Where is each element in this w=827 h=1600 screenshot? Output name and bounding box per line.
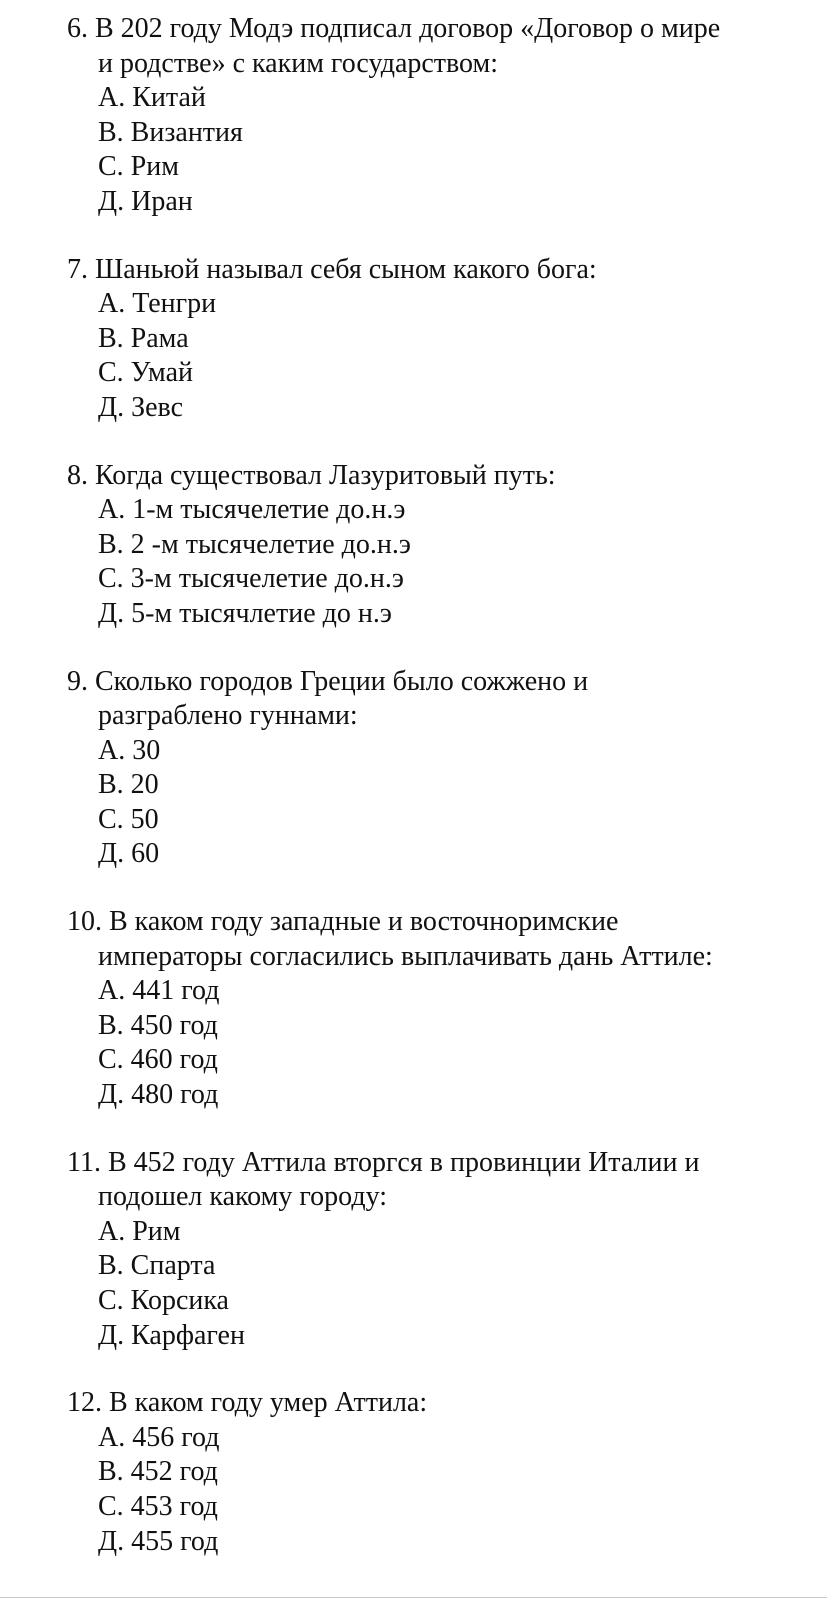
- answer-options: [67, 287, 807, 425]
- question-10: [67, 905, 807, 1113]
- question-6: [67, 12, 807, 220]
- answer-option: В. 450 год: [98, 1009, 218, 1041]
- answer-option: Д. Карфаген: [98, 1319, 245, 1351]
- question-text: [67, 12, 807, 81]
- question-line: подошел какому городу:: [98, 1181, 387, 1213]
- answer-option: Д. 455 год: [98, 1525, 219, 1557]
- answer-option: Д. Иран: [98, 185, 193, 217]
- answer-option: С. 3-м тысячелетие до.н.э: [98, 563, 404, 595]
- question-11: [67, 1146, 807, 1354]
- answer-option: С. 460 год: [98, 1044, 218, 1076]
- answer-option: А. Тенгри: [98, 288, 217, 320]
- answer-option: А. Китай: [98, 82, 206, 114]
- answer-option: В. 20: [98, 769, 159, 801]
- question-7: [67, 253, 807, 426]
- page-bottom-divider: [0, 1597, 827, 1598]
- question-number: 11.: [67, 1146, 101, 1178]
- answer-option: Д. 5-м тысячлетие до н.э: [98, 597, 392, 629]
- question-number: 9.: [67, 665, 88, 697]
- question-line: В 452 году Аттила вторгся в провинции Италии и: [107, 1146, 700, 1178]
- answer-option: В. 452 год: [98, 1456, 218, 1488]
- question-number: 10.: [67, 906, 102, 938]
- question-number: 12.: [67, 1387, 102, 1419]
- question-text: [67, 1146, 807, 1215]
- answer-option: В. Спарта: [98, 1250, 216, 1282]
- question-text: [67, 1386, 807, 1421]
- question-text: [67, 459, 807, 494]
- question-text: [67, 253, 807, 288]
- answer-option: А. 441 год: [98, 975, 220, 1007]
- answer-option: А. 1-м тысячелетие до.н.э: [98, 494, 406, 526]
- answer-option: С. Умай: [98, 357, 193, 389]
- answer-options: [67, 1215, 807, 1353]
- question-line: разграблено гуннами:: [98, 700, 358, 732]
- question-9: [67, 665, 807, 873]
- question-12: [67, 1386, 807, 1559]
- answer-option: Д. 60: [98, 838, 160, 870]
- answer-option: С. Рим: [98, 151, 179, 183]
- question-number: 7.: [67, 253, 88, 285]
- answer-option: С. 453 год: [98, 1490, 218, 1522]
- question-text: [67, 905, 807, 974]
- answer-option: В. 2 -м тысячелетие до.н.э: [98, 528, 411, 560]
- question-8: [67, 459, 807, 632]
- question-line: В каком году умер Аттила:: [109, 1387, 428, 1419]
- question-line: Когда существовал Лазуритовый путь:: [95, 459, 556, 491]
- question-number: 8.: [67, 459, 88, 491]
- question-line: Сколько городов Греции было сожжено и: [95, 665, 589, 697]
- answer-option: А. 456 год: [98, 1421, 220, 1453]
- question-line: В каком году западные и восточноримские: [109, 906, 619, 938]
- answer-options: [67, 1421, 807, 1559]
- answer-option: А. Рим: [98, 1215, 181, 1247]
- question-number: 6.: [67, 13, 88, 44]
- answer-options: [67, 974, 807, 1112]
- question-line: Шаньюй называл себя сыном какого бога:: [95, 253, 597, 285]
- quiz-list: [67, 12, 807, 1592]
- answer-option: А. 30: [98, 734, 161, 766]
- answer-option: С. 50: [98, 803, 159, 835]
- answer-option: Д. Зевс: [98, 391, 184, 423]
- question-line: императоры согласились выплачивать дань Аттиле:: [98, 940, 713, 972]
- answer-options: [67, 81, 807, 219]
- answer-option: Д. 480 год: [98, 1079, 219, 1111]
- question-text: [67, 665, 807, 734]
- answer-option: В. Рама: [98, 322, 189, 354]
- answer-option: С. Корсика: [98, 1285, 229, 1316]
- question-line: В 202 году Модэ подписал договор «Договор о мире: [95, 13, 721, 44]
- answer-option: В. Византия: [98, 116, 243, 148]
- answer-options: [67, 493, 807, 631]
- question-line: и родстве» с каким государством:: [98, 47, 499, 79]
- answer-options: [67, 734, 807, 872]
